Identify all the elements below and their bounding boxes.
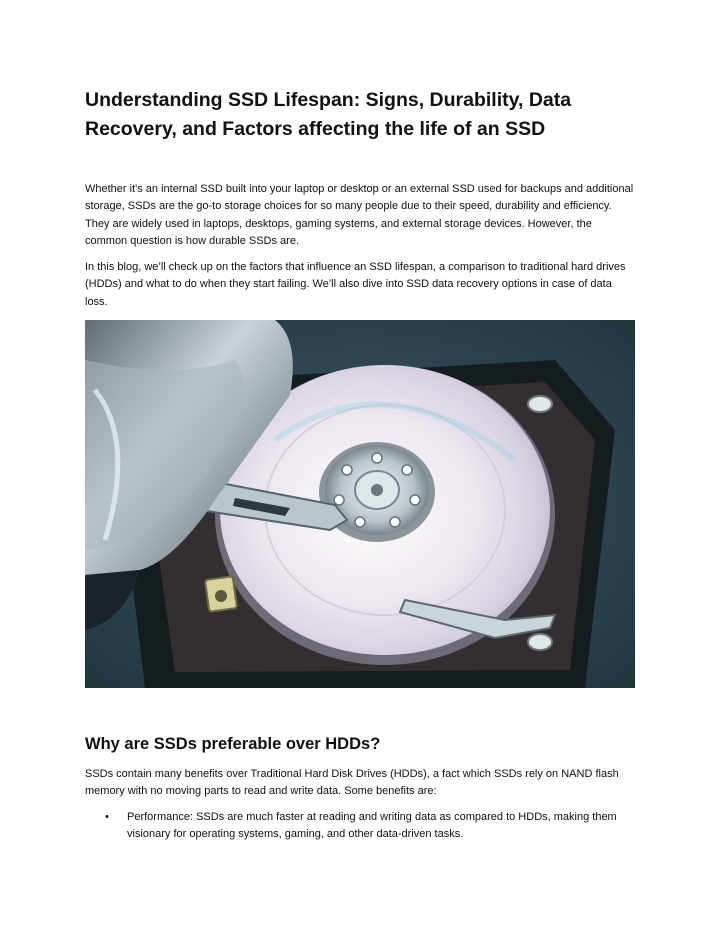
hard-drive-photo bbox=[85, 320, 635, 688]
section-paragraph: SSDs contain many benefits over Traditional Hard Disk Drives (HDDs), a fact which SSDs rely on NAND flash memory with no moving parts to read and write data. Some benefits are: bbox=[85, 768, 619, 798]
screw-bottom bbox=[528, 634, 552, 650]
screw-top bbox=[528, 396, 552, 412]
hard-drive-illustration bbox=[85, 320, 635, 688]
bullet-dot: • bbox=[105, 811, 109, 823]
article-title: Understanding SSD Lifespan: Signs, Durability, Data Recovery, and Factors affecting the life of an SSD bbox=[85, 89, 572, 140]
section-heading: Why are SSDs preferable over HDDs? bbox=[85, 735, 381, 753]
blog-paragraph: In this blog, we’ll check up on the factors that influence an SSD lifespan, a comparison to traditional hard drives (HDDs) and what to do when they start failing. We’ll also dive into SSD data recovery options in case of data loss. bbox=[85, 261, 626, 308]
intro-paragraph: Whether it's an internal SSD built into your laptop or desktop or an external SSD used for backups and additional storage, SSDs are the go-to storage choices for so many people due to their speed, durability and efficiency. They are widely used in laptops, desktops, gaming systems, and external storage devices. However, the common question is how durable SSDs are. bbox=[85, 183, 634, 247]
bullet-text: Performance: SSDs are much faster at reading and writing data as compared to HDDs, making them visionary for operating systems, gaming, and other data-driven tasks. bbox=[127, 811, 617, 841]
